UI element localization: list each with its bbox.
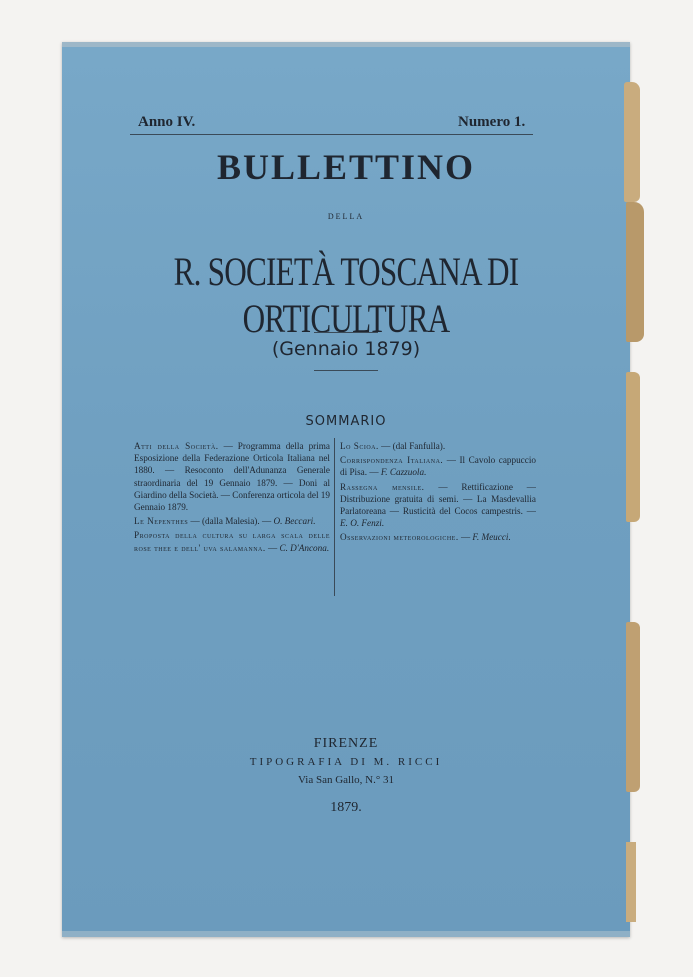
contents-entry [340, 454, 536, 478]
entry-author: F. Meucci. [472, 532, 511, 543]
imprint-year: 1879. [330, 800, 362, 815]
contents-entry [134, 440, 330, 513]
torn-edge [626, 372, 640, 522]
header-rule [130, 134, 533, 135]
issue-number: Numero 1. [458, 114, 526, 130]
entry-heading: Atti della Società. [134, 441, 219, 451]
date-rule-bottom [314, 370, 378, 371]
contents-entry [134, 515, 330, 527]
contents-heading: SOMMARIO [305, 414, 387, 429]
entry-heading: Osservazioni meteorologiche. [340, 532, 459, 543]
entry-heading: Le Nepenthes [134, 516, 189, 527]
entry-heading: Rassegna mensile. [340, 481, 425, 492]
worn-bottom-edge [62, 931, 630, 937]
entry-text: — [265, 542, 278, 553]
bulletin-cover [62, 42, 630, 937]
contents-entry [340, 481, 536, 530]
publication-title: BULLETTINO [216, 147, 476, 187]
imprint-city: FIRENZE [313, 736, 379, 751]
torn-edge [626, 842, 636, 922]
contents-right-column [340, 440, 536, 546]
entry-author: O. Beccari. [273, 516, 316, 527]
entry-text: — Il Cavolo cappuccio di Pisa. — [340, 455, 536, 478]
entry-heading: Lo Scioa. [340, 441, 379, 451]
column-divider [334, 438, 335, 596]
entry-text: — (dalla Malesia). — [188, 516, 272, 527]
entry-author: F. Cazzuola. [380, 467, 427, 478]
entry-text: — Programma della prima Esposizione della Federazione Orticola Italiana nel 1880. — Resoconto dell'Adunanza Generale straordinaria del 19 Gennaio 1879. — Doni al Giardino della Società. — Conferenza orticola del 19 Gennaio 1879. [134, 441, 330, 513]
entry-text: — [458, 532, 471, 543]
contents-left-column [134, 440, 330, 556]
imprint-printer: TIPOGRAFIA DI M. RICCI [249, 756, 443, 768]
society-name: R. SOCIETÀ TOSCANA DI ORTICULTURA [173, 249, 519, 341]
contents-entry [134, 529, 330, 553]
entry-text: — Rettificazione — Distribuzione gratuita di semi. — La Masdevallia Parlatoreana — Rusticità del Cocos campestris. — [340, 481, 536, 517]
issue-date: (Gennaio 1879) [271, 338, 421, 360]
imprint-address: Via San Gallo, N.° 31 [297, 774, 394, 786]
worn-top-edge [62, 42, 630, 47]
contents-entry [340, 440, 536, 452]
entry-author: E. O. Fenzi. [340, 518, 385, 529]
entry-heading: Proposta della cultura su larga scala delle rose thee e dell' uva salamanna. [134, 530, 330, 553]
date-rule-top [314, 332, 378, 333]
contents-entry [340, 531, 536, 543]
torn-edge [626, 202, 644, 342]
entry-heading: Corrispondenza Italiana. [340, 455, 444, 466]
volume-label: Anno IV. [138, 114, 196, 130]
title-connector: DELLA [327, 212, 365, 221]
entry-text: — (dal Fanfulla). [378, 441, 446, 451]
entry-author: C. D'Ancona. [279, 542, 330, 553]
